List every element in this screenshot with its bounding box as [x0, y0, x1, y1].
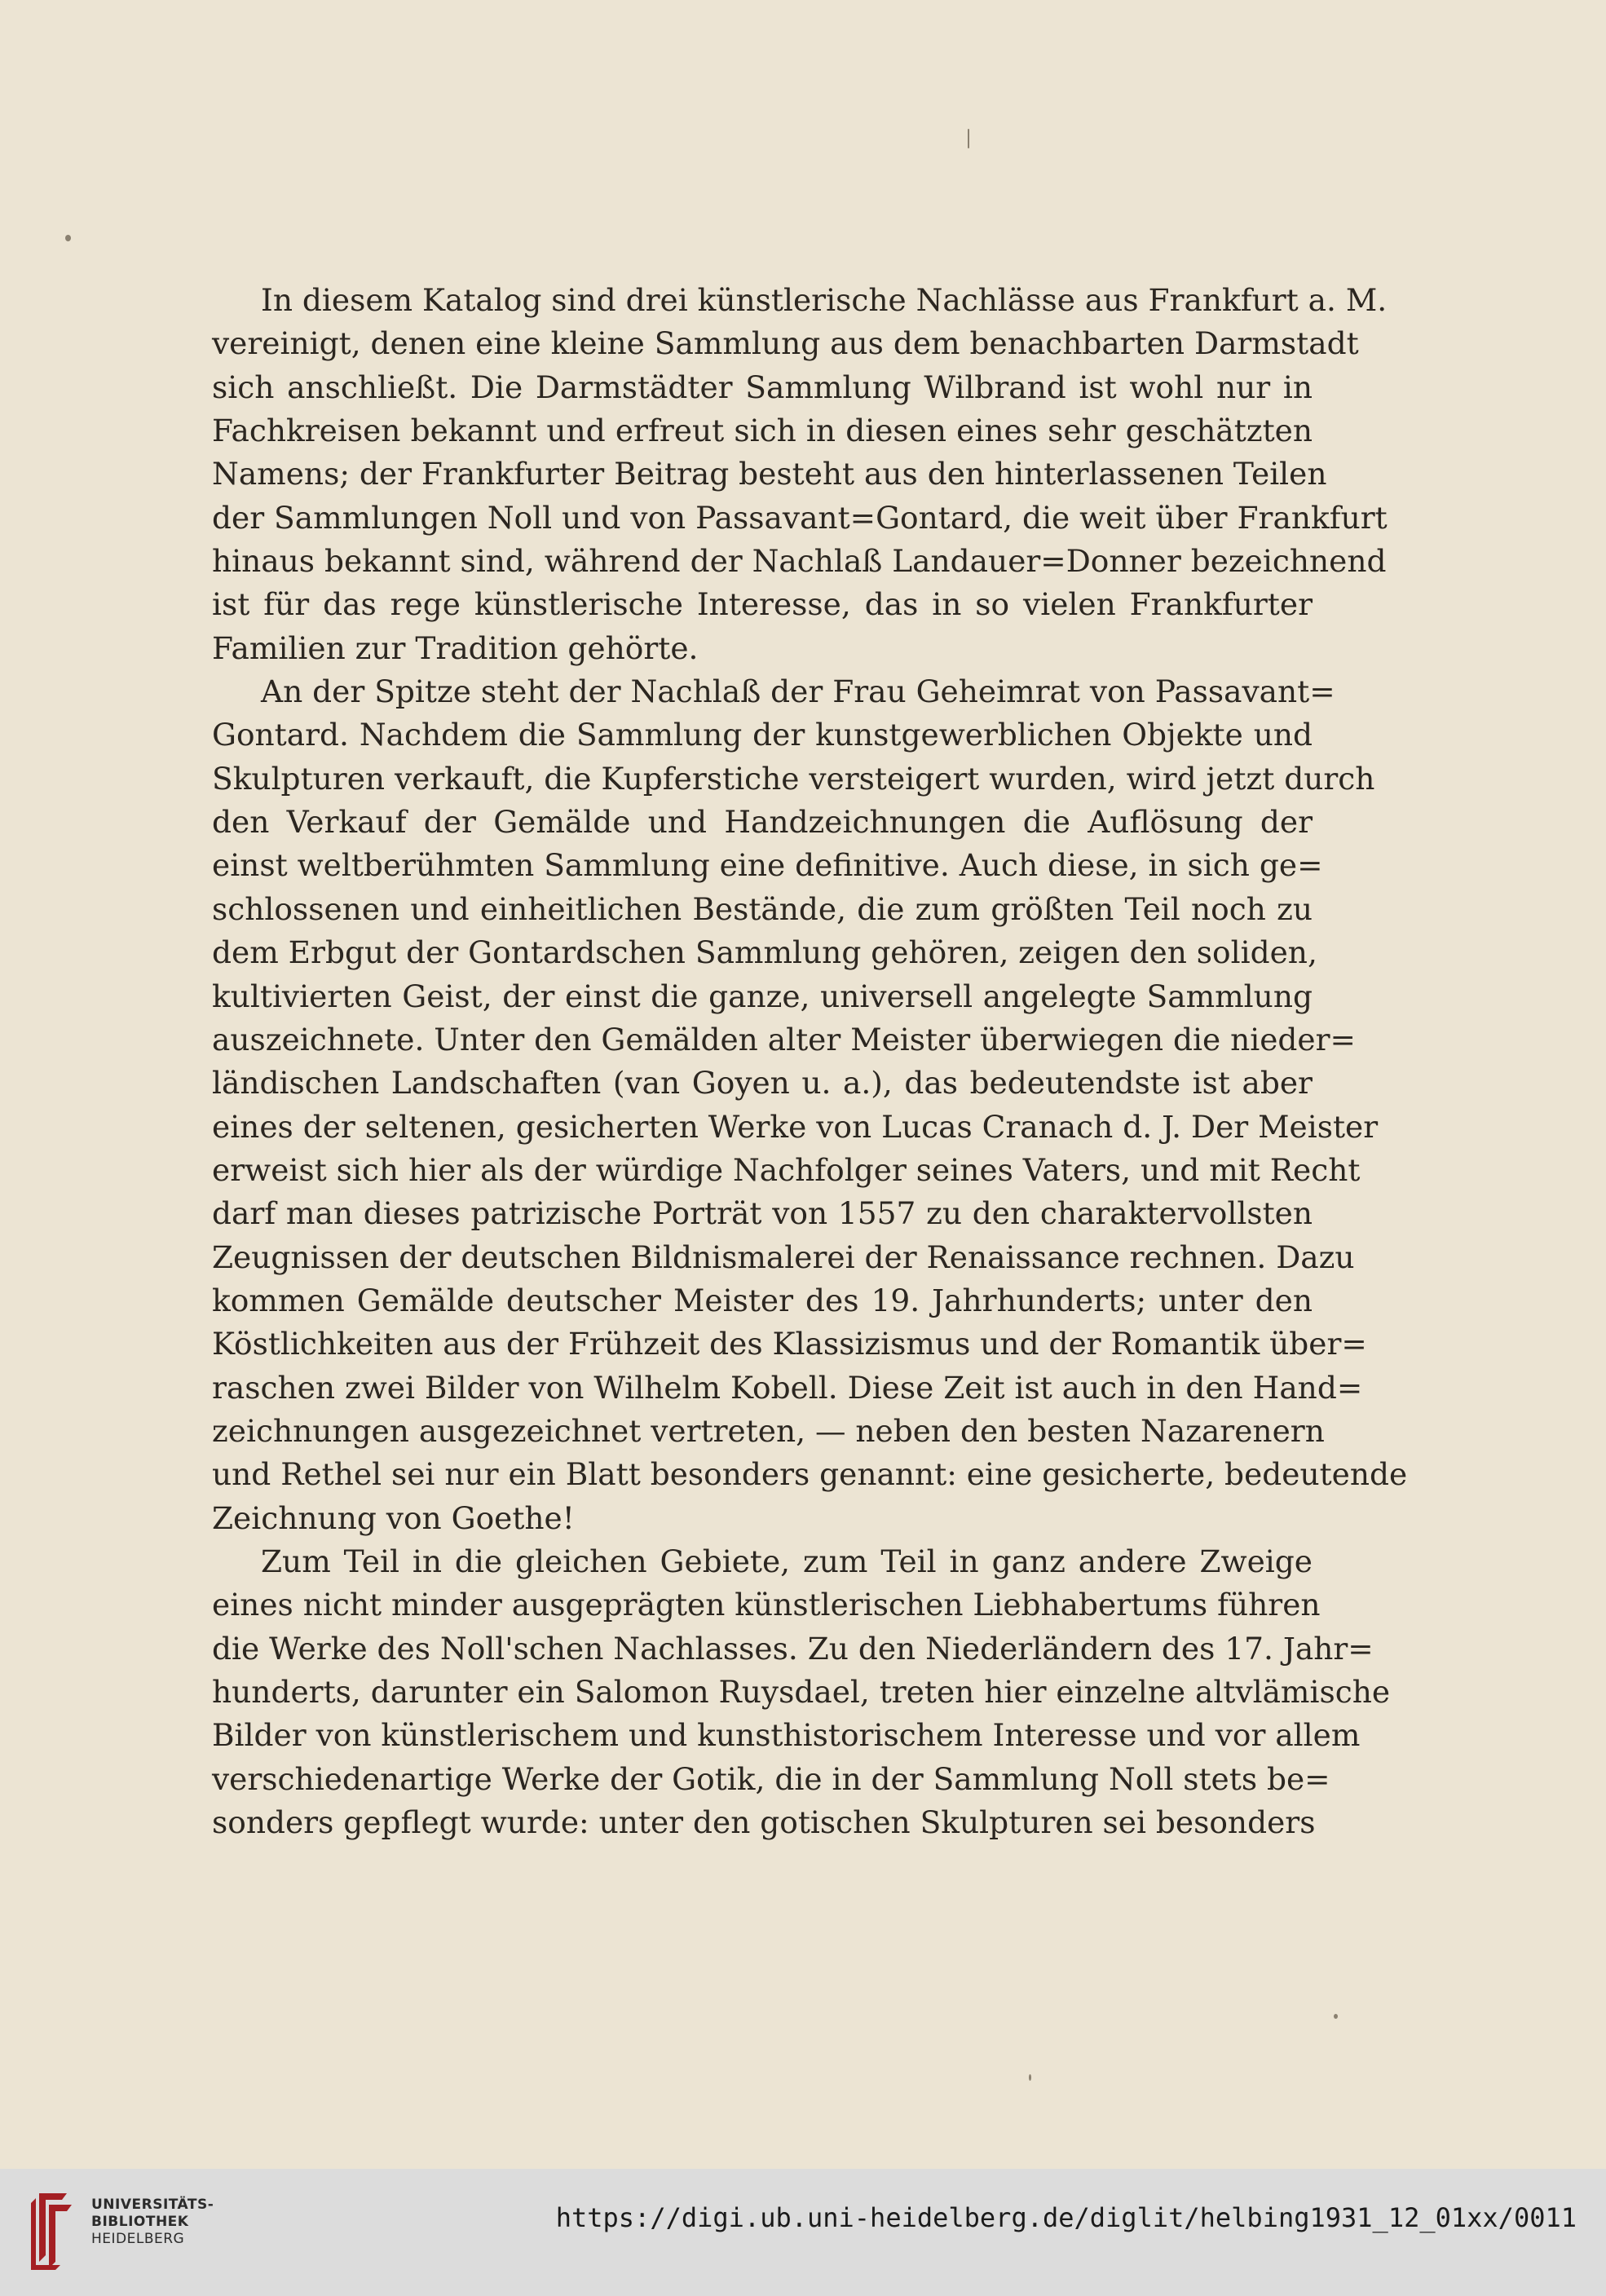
- text-line: ländischen Landschaften (van Goyen u. a.), das bedeutendste ist aber: [212, 1065, 1313, 1102]
- text-line: Zeugnissen der deutschen Bildnismalerei der Renaissance rechnen. Dazu: [212, 1239, 1355, 1275]
- text-line: raschen zwei Bilder von Wilhelm Kobell. Diese Zeit ist auch in den Hand=: [212, 1369, 1363, 1406]
- text-line: einst weltberühmten Sammlung eine definitive. Auch diese, in sich ge=: [212, 847, 1323, 884]
- text-line: Familien zur Tradition gehörte.: [212, 629, 699, 666]
- library-name-line: HEIDELBERG: [91, 2231, 185, 2247]
- text-line: In diesem Katalog sind drei künstlerische Nachlässe aus Frankfurt a. M.: [261, 282, 1388, 318]
- library-name-line: BIBLIOTHEK: [91, 2214, 189, 2230]
- paper-speck: [968, 129, 969, 148]
- paper-speck: [65, 235, 71, 241]
- permalink-url[interactable]: https://digi.ub.uni-heidelberg.de/diglit/helbing1931_12_01xx/0011: [555, 2202, 1577, 2233]
- text-line: und Rethel sei nur ein Blatt besonders genannt: eine gesicherte, bedeutende: [212, 1456, 1408, 1493]
- text-line: schlossenen und einheitlichen Bestände, die zum größten Teil noch zu: [212, 890, 1313, 927]
- text-line: Köstlichkeiten aus der Frühzeit des Klassizismus und der Romantik über=: [212, 1326, 1367, 1362]
- text-line: Skulpturen verkauft, die Kupferstiche versteigert wurden, wird jetzt durch: [212, 760, 1375, 797]
- ub-heidelberg-logo-icon: [24, 2183, 82, 2273]
- text-line: hinaus bekannt sind, während der Nachlaß Landauer=Donner bezeichnend: [212, 543, 1387, 580]
- text-line: dem Erbgut der Gontardschen Sammlung gehören, zeigen den soliden,: [212, 934, 1317, 971]
- text-line: den Verkauf der Gemälde und Handzeichnungen die Auflösung der: [212, 804, 1313, 841]
- text-line: Gontard. Nachdem die Sammlung der kunstgewerblichen Objekte und: [212, 717, 1313, 753]
- library-name: [91, 2197, 214, 2248]
- text-line: Fachkreisen bekannt und erfreut sich in diesen eines sehr geschätzten: [212, 413, 1313, 449]
- body-text: [212, 279, 1408, 1844]
- paper-speck: [1334, 2014, 1338, 2019]
- text-line: Zeichnung von Goethe!: [212, 1499, 575, 1536]
- text-line: eines nicht minder ausgeprägten künstlerischen Liebhabertums führen: [212, 1587, 1321, 1623]
- text-line: An der Spitze steht der Nachlaß der Frau Geheimrat von Passavant=: [261, 673, 1335, 710]
- text-line: die Werke des Noll'schen Nachlasses. Zu den Niederländern des 17. Jahr=: [212, 1630, 1374, 1667]
- library-name-line: UNIVERSITÄTS-: [91, 2197, 214, 2213]
- text-line: kultivierten Geist, der einst die ganze, universell angelegte Sammlung: [212, 978, 1313, 1014]
- text-line: zeichnungen ausgezeichnet vertreten, — neben den besten Nazarenern: [212, 1412, 1325, 1449]
- text-line: hunderts, darunter ein Salomon Ruysdael, treten hier einzelne altvlämische: [212, 1674, 1391, 1710]
- text-line: eines der seltenen, gesicherten Werke von Lucas Cranach d. J. Der Meister: [212, 1108, 1379, 1145]
- text-line: sich anschließt. Die Darmstädter Sammlung Wilbrand ist wohl nur in: [212, 369, 1313, 405]
- text-line: kommen Gemälde deutscher Meister des 19. Jahrhunderts; unter den: [212, 1282, 1313, 1318]
- text-line: vereinigt, denen eine kleine Sammlung aus dem benachbarten Darmstadt: [212, 325, 1359, 362]
- text-line: der Sammlungen Noll und von Passavant=Gontard, die weit über Frankfurt: [212, 499, 1388, 536]
- text-line: sonders gepflegt wurde: unter den gotischen Skulpturen sei besonders: [212, 1804, 1316, 1841]
- text-line: ist für das rege künstlerische Interesse, das in so vielen Frankfurter: [212, 586, 1313, 623]
- paper-speck: [1029, 2074, 1031, 2081]
- text-line: verschiedenartige Werke der Gotik, die in der Sammlung Noll stets be=: [212, 1760, 1330, 1797]
- text-line: erweist sich hier als der würdige Nachfolger seines Vaters, und mit Recht: [212, 1151, 1361, 1188]
- text-line: auszeichnete. Unter den Gemälden alter Meister überwiegen die nieder=: [212, 1021, 1356, 1057]
- text-line: Namens; der Frankfurter Beitrag besteht aus den hinterlassenen Teilen: [212, 456, 1327, 492]
- text-line: darf man dieses patrizische Porträt von 1557 zu den charaktervollsten: [212, 1195, 1313, 1232]
- text-line: Zum Teil in die gleichen Gebiete, zum Teil in ganz andere Zweige: [261, 1543, 1313, 1579]
- text-line: Bilder von künstlerischem und kunsthistorischem Interesse und vor allem: [212, 1717, 1361, 1754]
